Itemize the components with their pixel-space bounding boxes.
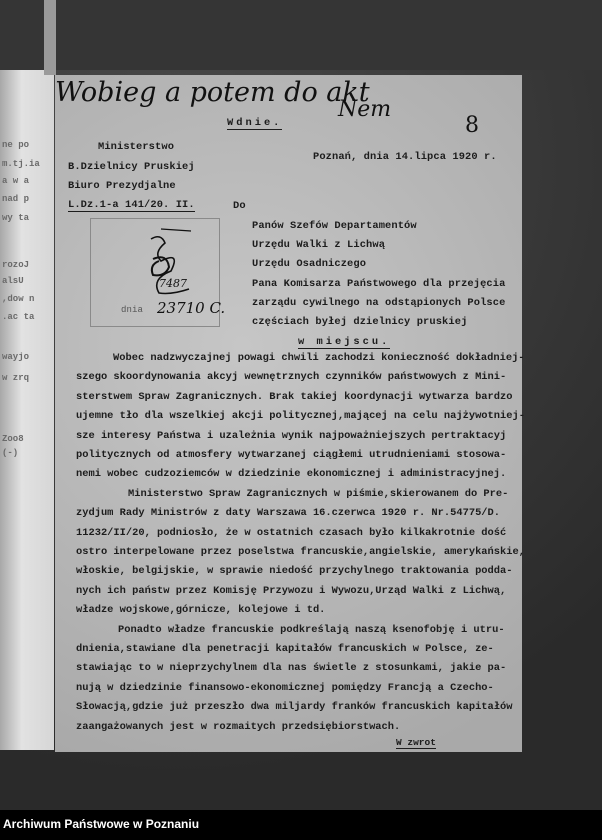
handwritten-note: Wobieg a potem do akt (55, 77, 370, 108)
place-date: Poznań, dnia 14.lipca 1920 r. (313, 151, 497, 163)
adjacent-page-strip (0, 70, 54, 750)
bleed-text: rozoJ (2, 260, 30, 270)
body-line: nemi wobec cudzoziemców w dziedzinie ekonomicznej i administracyjnej. (76, 468, 507, 481)
document-page (55, 75, 525, 752)
stamp-number: 23710 C. (157, 299, 226, 317)
registry-stamp (90, 218, 226, 327)
addressee: Urzędu Osadniczego (252, 258, 367, 270)
bleed-text: .ac ta (2, 312, 35, 322)
body-line: włoskie, belgijskie, w sprawie niedość przychylnego traktowania podda- (76, 565, 513, 578)
body-line: nych ich państw przez Komisję Przywozu i Wywozu,Urząd Walki z Lichwą, (76, 584, 507, 597)
body-line: ujemne tło dla wszelkiej akcji politycznej,mającej na celu najżywotniej- (76, 410, 525, 423)
footer-bar (0, 810, 602, 840)
body-line: sterstwem Spraw Zagranicznych. Brak takiej koordynacji wytwarza bardzo (76, 390, 513, 403)
body-line: szego skoordynowania akcyj wewnętrznych czynników państwowych z Mini- (76, 371, 507, 384)
stamp-date-label: dnia (121, 305, 144, 315)
bleed-text: m.tj.ia (2, 159, 40, 169)
body-line: stawiając to w nieprzychylnem dla nas świetle z stosunkami, jakie pa- (76, 662, 507, 675)
bleed-text: ,dow n (2, 294, 35, 304)
bleed-text: nad p (2, 194, 30, 204)
handwritten-initials: Nem (338, 97, 392, 122)
body-line: Ponadto władze francuskie podkreślają naszą ksenofobję i utru- (118, 623, 505, 636)
addressee: Panów Szefów Departamentów (252, 220, 417, 232)
strip-edge (44, 0, 56, 75)
body-line: zydjum Rady Ministrów z daty Warszawa 16.czerwca 1920 r. Nr.54775/D. (76, 507, 501, 520)
body-line: Wobec nadzwyczajnej powagi chwili zachodzi konieczność dokładniej- (113, 352, 525, 364)
body-line: władze wojskowe,górnicze, kolejowe i td. (76, 604, 326, 617)
addressee: częściach byłej dzielnicy pruskiej (252, 316, 468, 328)
bleed-text: w zrq (2, 373, 30, 383)
body-line: 11232/II/20, podniosło, że w ostatnich czasach było kilkakrotnie dość (76, 526, 507, 539)
sender-office: Biuro Prezydjalne (68, 180, 176, 192)
header-stamp: Wdnie. (227, 117, 283, 129)
bleed-text: alsU (2, 276, 24, 286)
bleed-text: (-) (2, 448, 19, 458)
sender-department: B.Dzielnicy Pruskiej (68, 161, 195, 173)
archive-name: Archiwum Państwowe w Poznaniu (3, 817, 200, 831)
bleed-text: wayjo (2, 352, 30, 362)
body-line: dnienia,stawiane dla penetracji kapitałów francuskich w Polsce, ze- (76, 643, 494, 655)
addressee: Urzędu Walki z Lichwą (252, 239, 386, 251)
body-line: ostro interpelowane przez poselstwa francuskie,angielskie, amerykańskie, (76, 546, 525, 558)
body-line: Słowacją,gdzie już przeszło dwa miljardy franków francuskich kapitałów (76, 701, 513, 714)
bleed-text: Zoo8 (2, 434, 24, 444)
bleed-text: a w a (2, 176, 30, 186)
to-label: Do (233, 200, 246, 212)
page-number: 8 (465, 113, 479, 138)
bleed-text: ne po (2, 140, 30, 150)
body-line: sze interesy Państwa i uzależnia wynik najpoważniejszych pertraktacyj (76, 429, 507, 442)
top-edge (0, 0, 602, 70)
body-line: politycznych od atmosfery wytwarzanej ciągłemi utrudnieniami stosowa- (76, 449, 507, 461)
addressee: Pana Komisarza Państwowego dla przejęcia (252, 278, 506, 290)
location-line: w miejscu. (298, 336, 391, 348)
body-line: nują w dziedzinie finansowo-ekonomicznej pomiędzy Francją a Czecho- (76, 681, 494, 694)
page-turn-note: W zwrot (396, 737, 436, 748)
body-line: zaangażowanych jest w rozmaitych przedsiębiorstwach. (76, 720, 401, 733)
addressee: zarządu cywilnego na odstąpionych Polsce (252, 297, 506, 309)
sender-ministry: Ministerstwo (98, 141, 175, 153)
stamp-handwriting: 7487 (159, 277, 187, 290)
reference-number: L.Dz.1-a 141/20. II. (68, 199, 195, 211)
bleed-text: wy ta (2, 213, 30, 223)
body-line: Ministerstwo Spraw Zagranicznych w piśmie,skierowanem do Pre- (128, 487, 509, 500)
